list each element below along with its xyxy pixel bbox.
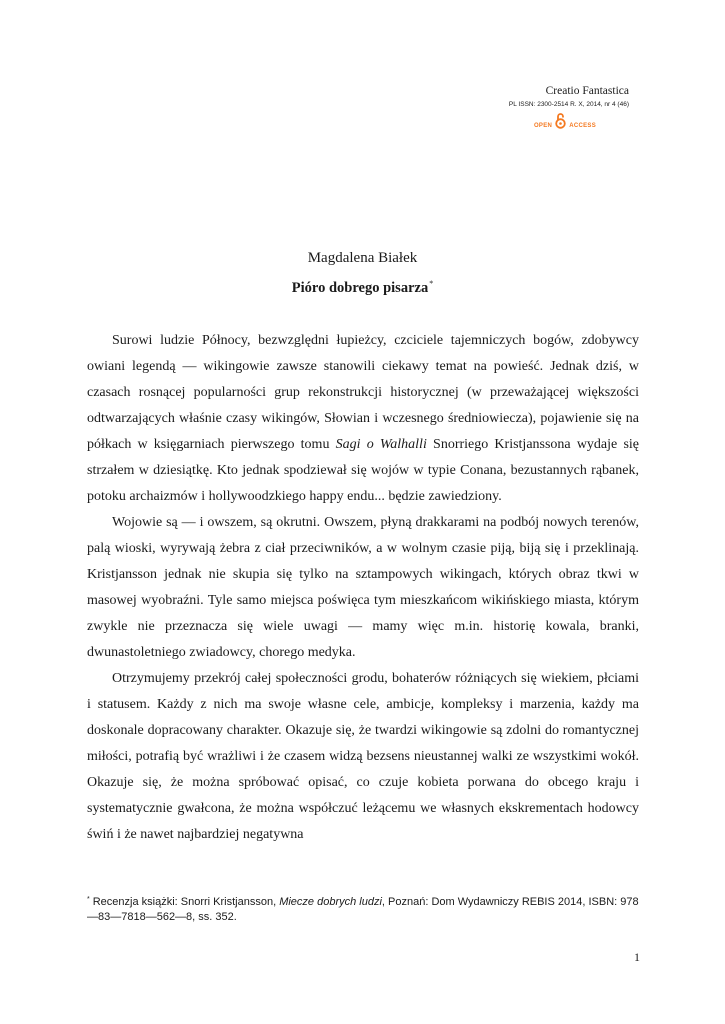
paragraph-3: Otrzymujemy przekrój całej społeczności grodu, bohaterów różniących się wiekiem, płciami i statusem. Każdy z nich ma swoje własne cele, ambicje, kompleksy i marzenia, każdy ma doskonale dopracowany charakter. Okazuje się, że twardzi wikingowie są zdolni do romantycznej miłości, potrafią być wrażliwi i że czasem widzą bezsens nieustannej walki ze wszystkimi wokół. Okazuje się, że można spróbować opisać, co czuje kobieta porwana do obcego kraju i systematycznie gwałcona, że można współczuć leżącemu we własnych ekskrementach hodowcy świń i że nawet najbardziej negatywna: [87, 671, 639, 842]
book-series-title: Sagi o Walhalli: [335, 437, 427, 452]
issn-line: PL ISSN: 2300-2514 R. X, 2014, nr 4 (46): [508, 101, 629, 108]
paragraph-1-part-a: Surowi ludzie Północy, bezwzględni łupieżcy, czciciele tajemniczych bogów, zdobywcy owiani legendą — wikingowie zawsze stanowili ciekawy temat na powieść. Jednak dziś, w czasach rosnącej popularności grup rekonstrukcji historycznej (w przeważającej większości odtwarzających właśnie czasy wikingów, Słowian i wczesnego średniowiecza), pojawienie się na półkach w księgarniach pierwszego tomu: [87, 333, 639, 452]
footnote-text-b: , Poznań: Dom Wydawniczy REBIS 2014, ISBN: 978—83—7818—562—8, ss. 352.: [87, 896, 639, 923]
journal-header: [389, 84, 629, 129]
open-access-logo: [389, 112, 629, 129]
journal-name: Creatio Fantastica: [545, 85, 629, 97]
footnote-marker: *: [87, 896, 90, 903]
title-footnote-marker: *: [429, 279, 434, 288]
open-access-label-right: ACCESS: [569, 123, 596, 129]
title-text: Pióro dobrego pisarza: [291, 280, 429, 296]
open-access-lock-icon: [555, 112, 566, 129]
article-body: [87, 328, 639, 848]
footnote: [87, 892, 639, 925]
paragraph-1-part-b: Snorriego Kristjanssona wydaje się strzałem w dziesiątkę. Kto jednak spodziewał się wojów w typie Conana, bezustannych rąbanek, potoku archaizmów i hollywoodzkiego happy endu... będzie zawiedziony.: [87, 437, 639, 504]
author-name: Magdalena Białek: [307, 250, 418, 266]
page-number: 1: [634, 950, 640, 964]
paragraph-1: [87, 328, 639, 510]
footnote-text-a: Recenzja książki: Snorri Kristjansson,: [92, 896, 280, 908]
article-title: [0, 279, 725, 297]
open-access-label-left: OPEN: [533, 123, 553, 129]
reviewed-book-title: Miecze dobrych ludzi: [279, 896, 382, 908]
paragraph-2: Wojowie są — i owszem, są okrutni. Owszem, płyną drakkarami na podbój nowych terenów, palą wioski, wyrywają żebra z ciał przeciwników, a w wolnym czasie piją, biją się i przeklinają. Kristjansson jednak nie skupia się tylko na sztampowych wikingach, których obraz tkwi w masowej wyobraźni. Tyle samo miejsca poświęca tym mieszkańcom wikińskiego miasta, którym zwykle nie przeznacza się wiele uwagi — mamy więc m.in. historię kowala, branki, dwunastoletniego zwiadowcy, chorego medyka.: [87, 515, 639, 660]
